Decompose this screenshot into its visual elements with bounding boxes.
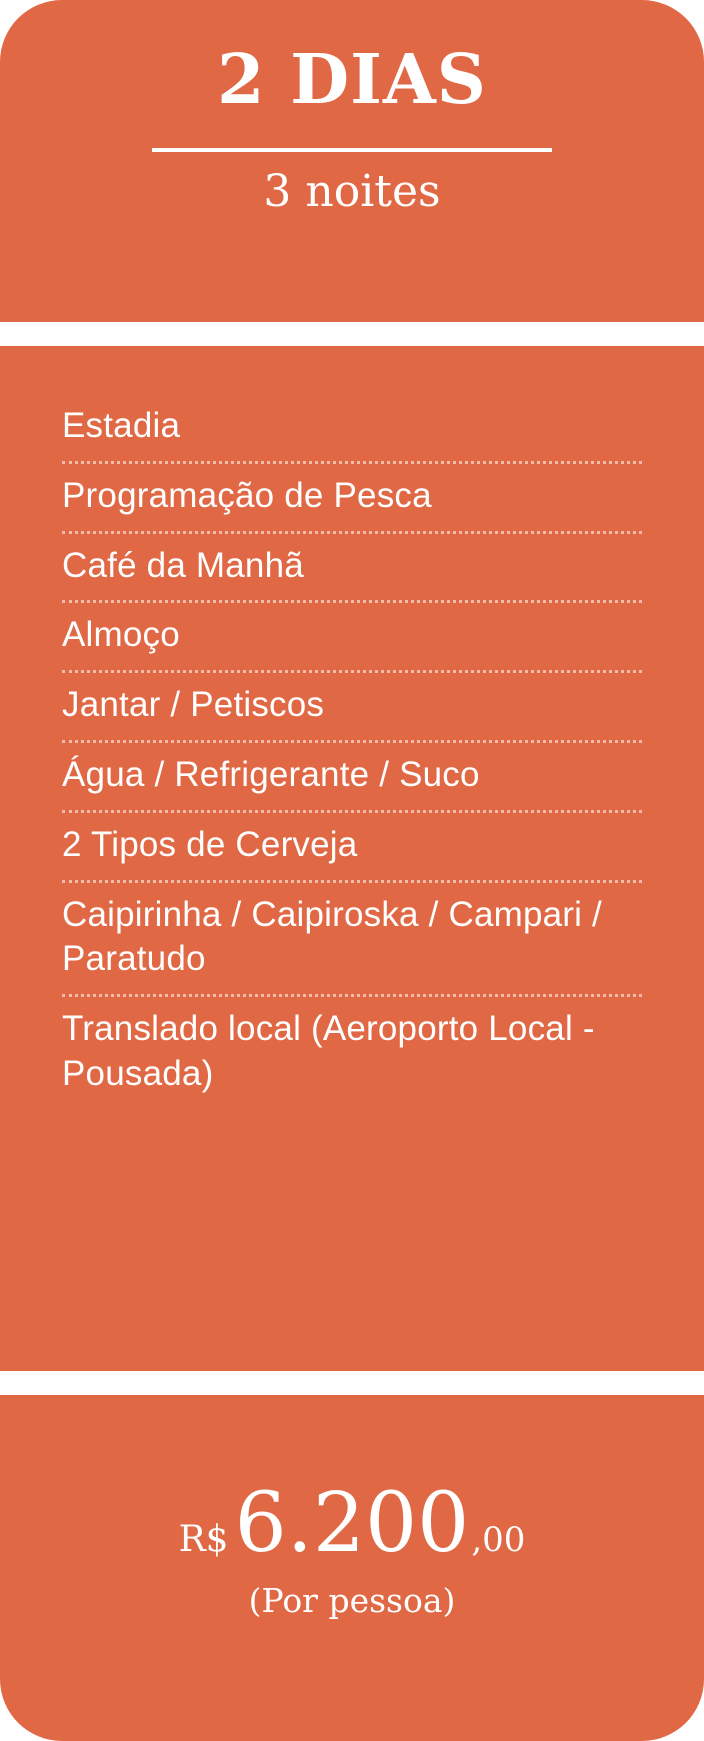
price-cents: ,00 (471, 1519, 526, 1560)
list-item: Translado local (Aeroporto Local - Pousada) (62, 1009, 595, 1093)
list-item: Jantar / Petiscos (62, 685, 325, 725)
card-footer (0, 1395, 704, 1741)
package-nights-subtitle: 3 noites (263, 166, 441, 217)
list-item: Programação de Pesca (62, 475, 432, 515)
body-footer-separator (0, 1371, 704, 1395)
list-item: Água / Refrigerante / Suco (62, 754, 480, 794)
list-item: 2 Tipos de Cerveja (62, 824, 358, 864)
header-divider (152, 148, 552, 152)
price-note: (Por pessoa) (248, 1580, 456, 1620)
list-item: Caipirinha / Caipiroska / Campari / Paratudo (62, 894, 602, 979)
price-currency: R$ (178, 1518, 229, 1560)
header-body-separator (0, 322, 704, 346)
price-display (178, 1475, 526, 1571)
package-duration-title: 2 DIAS (217, 40, 487, 120)
card-body (0, 346, 704, 1371)
list-item: Estadia (62, 406, 181, 445)
card-header (0, 0, 704, 322)
included-features-list (62, 404, 642, 1109)
price-amount: 6.200 (234, 1475, 470, 1571)
list-item: Almoço (62, 615, 180, 655)
list-item: Café da Manhã (62, 545, 304, 585)
